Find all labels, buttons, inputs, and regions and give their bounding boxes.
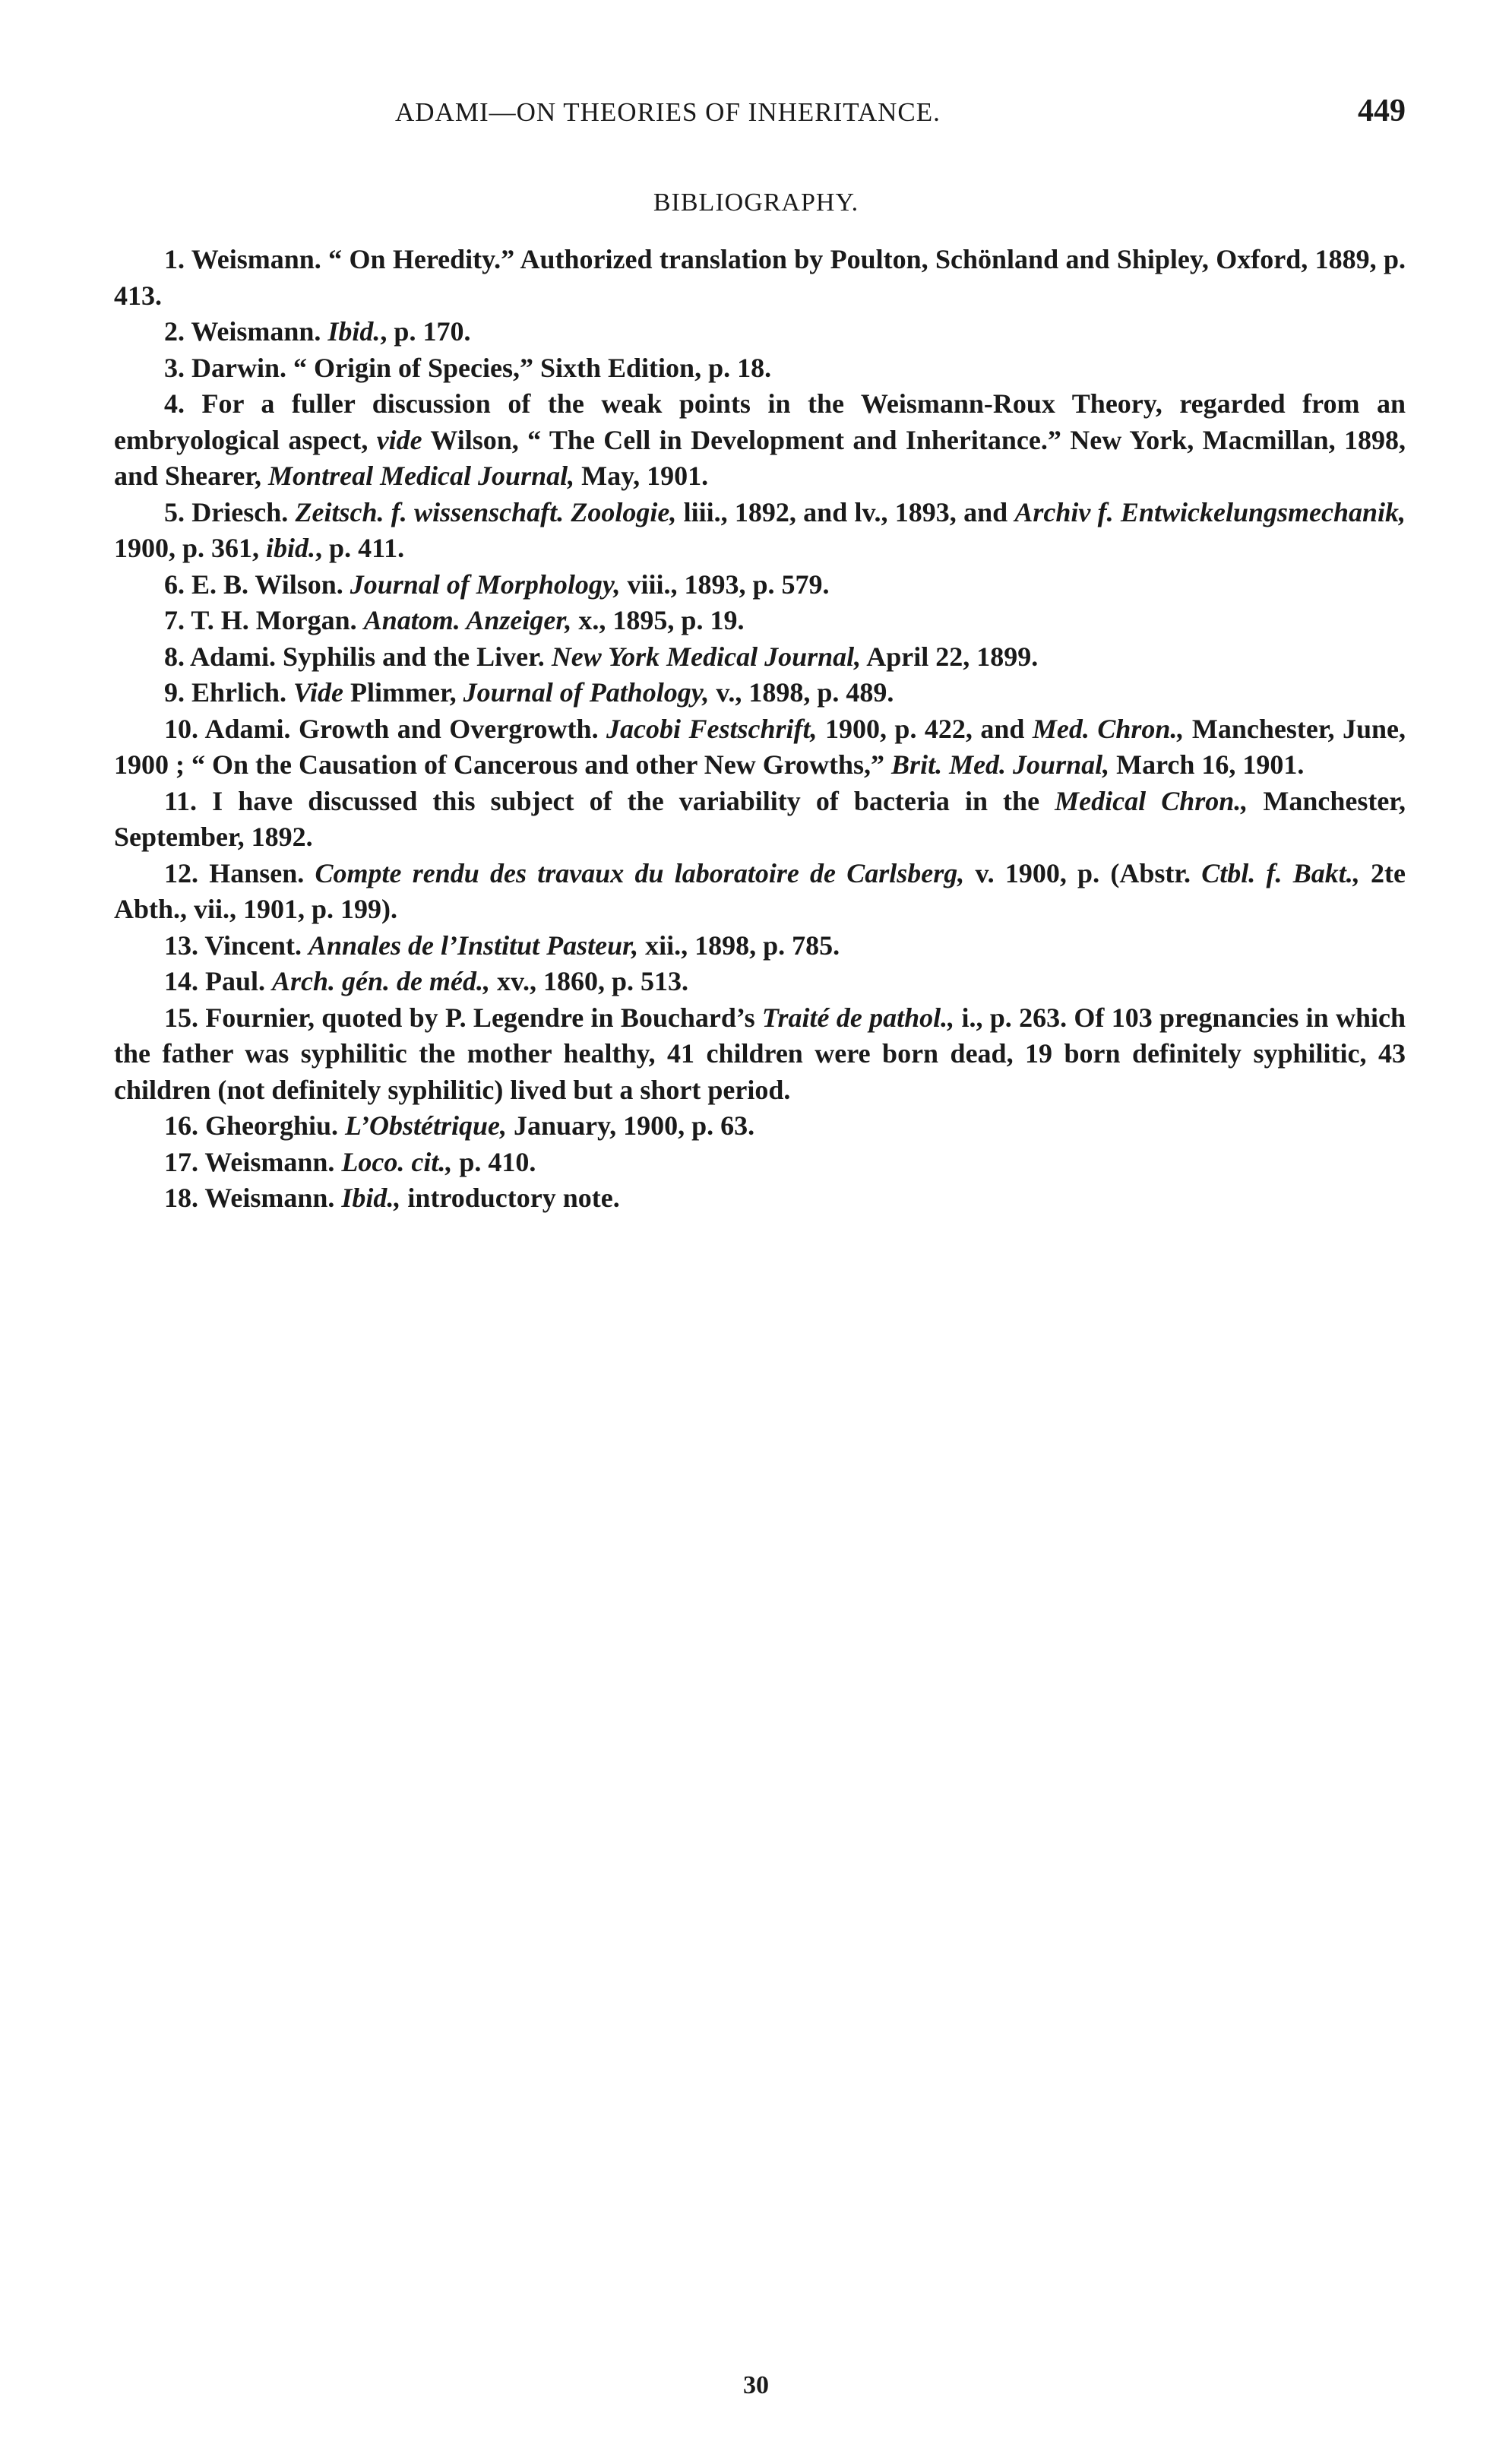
entry-number: 13. bbox=[164, 929, 205, 961]
entry-text: p. 410. bbox=[452, 1146, 536, 1177]
bibliography-entry bbox=[114, 350, 1406, 387]
entry-italic-title: L’Obstétrique, bbox=[345, 1110, 508, 1141]
entry-italic-title: Ctbl. f. Bakt., bbox=[1201, 857, 1360, 888]
entry-italic-title: Vide bbox=[293, 677, 344, 708]
entry-text: Weismann. “ On Heredity.” Authorized translation by Poulton, Schönland and Shipley, Oxford, 1889, p. 413. bbox=[114, 244, 1406, 311]
entry-text: x., 1895, p. 19. bbox=[571, 605, 745, 635]
entry-number: 3. bbox=[164, 352, 191, 383]
entry-text: E. B. Wilson. bbox=[191, 568, 350, 600]
entry-text: Weismann. bbox=[204, 1146, 342, 1177]
entry-number: 16. bbox=[164, 1110, 205, 1141]
entry-italic-title: Arch. gén. de méd., bbox=[272, 966, 490, 996]
entry-number: 17. bbox=[164, 1146, 205, 1177]
entry-italic-title: Med. Chron., bbox=[1032, 713, 1185, 744]
page-number: 449 bbox=[1358, 93, 1406, 128]
entry-italic-title: Brit. Med. Journal, bbox=[891, 749, 1110, 780]
entry-text: Paul. bbox=[205, 966, 273, 996]
entry-text: xii., 1898, p. 785. bbox=[638, 929, 840, 961]
entry-text: T. H. Morgan. bbox=[191, 605, 364, 635]
entry-italic-title: Anatom. Anzeiger, bbox=[363, 605, 572, 635]
bibliography-entry bbox=[114, 675, 1406, 711]
entry-text: i., p. 263. Of 103 pregnancies in which the father was syphilitic the mother healthy, 41 children were born dead, 19 born definitely syphilitic, 43 children (not definitely syphilitic) lived but a short period. bbox=[114, 1002, 1406, 1105]
entry-italic-title: Journal of Pathology, bbox=[463, 677, 710, 708]
entry-text: May, 1901. bbox=[574, 461, 709, 491]
bibliography-entry bbox=[114, 314, 1406, 350]
entry-italic-title: Zeitsch. f. wissenschaft. Zoologie, bbox=[295, 496, 677, 527]
bibliography-list bbox=[114, 242, 1406, 1217]
entry-italic-title: Medical Chron., bbox=[1055, 785, 1248, 816]
entry-text: Plimmer, bbox=[343, 677, 463, 708]
entry-italic-title: vide bbox=[376, 424, 422, 455]
bibliography-entry bbox=[114, 639, 1406, 676]
entry-text: January, 1900, p. 63. bbox=[507, 1110, 755, 1141]
entry-text: Darwin. “ Origin of Species,” Sixth Edition, p. 18. bbox=[191, 352, 772, 383]
entry-text: Adami. Growth and Overgrowth. bbox=[204, 713, 607, 744]
entry-text: xv., 1860, p. 513. bbox=[490, 966, 689, 996]
running-head bbox=[114, 93, 1406, 143]
entry-italic-title: ibid. bbox=[266, 533, 316, 563]
bibliography-entry bbox=[114, 928, 1406, 964]
entry-italic-title: Jacobi Festschrift, bbox=[606, 713, 818, 744]
entry-text: Manchester, September, 1892. bbox=[114, 785, 1406, 852]
bibliography-entry bbox=[114, 711, 1406, 784]
section-title: BIBLIOGRAPHY. bbox=[653, 188, 859, 217]
bibliography-entry bbox=[114, 603, 1406, 639]
entry-text: introductory note. bbox=[400, 1183, 620, 1213]
entry-number: 1. bbox=[164, 244, 191, 274]
bibliography-entry bbox=[114, 1000, 1406, 1109]
entry-text: liii., 1892, and lv., 1893, and bbox=[676, 496, 1015, 527]
entry-number: 14. bbox=[164, 966, 205, 996]
bibliography-entry bbox=[114, 495, 1406, 567]
bibliography-entry bbox=[114, 386, 1406, 495]
entry-text: , p. 411. bbox=[315, 533, 405, 563]
entry-text: I have discussed this subject of the variability of bacteria in the bbox=[212, 785, 1055, 816]
entry-text: March 16, 1901. bbox=[1109, 749, 1305, 780]
entry-number: 4. bbox=[164, 388, 202, 419]
bibliography-entry bbox=[114, 1180, 1406, 1217]
bibliography-entry bbox=[114, 1145, 1406, 1181]
entry-number: 18. bbox=[164, 1183, 205, 1213]
entry-number: 5. bbox=[164, 496, 192, 527]
bibliography-entry bbox=[114, 242, 1406, 314]
entry-text: Weismann. bbox=[204, 1183, 342, 1213]
entry-text: Vincent. bbox=[204, 929, 309, 961]
entry-text: Fournier, quoted by P. Legendre in Bouchard’s bbox=[205, 1002, 762, 1033]
entry-text: v., 1898, p. 489. bbox=[709, 677, 894, 708]
entry-text: Adami. Syphilis and the Liver. bbox=[190, 641, 552, 672]
entry-text: Ehrlich. bbox=[191, 677, 294, 708]
entry-italic-title: Montreal Medical Journal, bbox=[268, 461, 575, 491]
bibliography-entry bbox=[114, 784, 1406, 856]
signature-mark: 30 bbox=[743, 2371, 769, 2399]
entry-text: , p. 170. bbox=[380, 316, 471, 347]
entry-text: 2te Abth., vii., 1901, p. 199). bbox=[114, 857, 1406, 924]
entry-italic-title: Ibid., bbox=[341, 1183, 401, 1213]
entry-italic-title: Annales de l’Institut Pasteur, bbox=[308, 929, 639, 961]
entry-text: Wilson, “ The Cell in Development and Inheritance.” New York, Macmillan, 1898, and Shearer, bbox=[114, 424, 1406, 491]
entry-text: viii., 1893, p. 579. bbox=[620, 568, 830, 600]
entry-text: v. 1900, p. (Abstr. bbox=[964, 857, 1202, 888]
bibliography-entry bbox=[114, 1108, 1406, 1145]
entry-number: 8. bbox=[164, 641, 191, 672]
entry-italic-title: Loco. cit., bbox=[341, 1146, 453, 1177]
bibliography-entry bbox=[114, 567, 1406, 603]
entry-italic-title: New York Medical Journal, bbox=[551, 641, 862, 672]
entry-text: Gheorghiu. bbox=[205, 1110, 346, 1141]
entry-text: Driesch. bbox=[191, 496, 296, 527]
entry-italic-title: Compte rendu des travaux du laboratoire de Carlsberg, bbox=[315, 857, 965, 888]
entry-number: 9. bbox=[164, 677, 191, 708]
bibliography-entry bbox=[114, 964, 1406, 1000]
entry-text: April 22, 1899. bbox=[861, 641, 1039, 672]
entry-text: 1900, p. 422, and bbox=[817, 713, 1033, 744]
entry-text: Hansen. bbox=[209, 857, 315, 888]
entry-number: 15. bbox=[164, 1002, 206, 1033]
entry-text: For a fuller discussion of the weak points in the Weismann-Roux Theory, regarded from an embryological aspect, bbox=[114, 388, 1406, 455]
entry-number: 7. bbox=[164, 605, 191, 635]
entry-italic-title: Ibid. bbox=[327, 316, 381, 347]
entry-text: 1900, p. 361, bbox=[114, 533, 267, 563]
entry-italic-title: Traité de pathol., bbox=[761, 1002, 955, 1033]
entry-number: 12. bbox=[164, 857, 210, 888]
entry-number: 6. bbox=[164, 568, 191, 600]
entry-number: 11. bbox=[164, 785, 213, 816]
bibliography-entry bbox=[114, 856, 1406, 928]
entry-italic-title: Archiv f. Entwickelungsmechanik, bbox=[1014, 496, 1406, 527]
entry-number: 2. bbox=[164, 316, 191, 347]
entry-italic-title: Journal of Morphology, bbox=[350, 568, 621, 600]
running-title: ADAMI—ON THEORIES OF INHERITANCE. bbox=[395, 97, 941, 127]
entry-text: Manchester, June, 1900 ; “ On the Causation of Cancerous and other New Growths,” bbox=[114, 713, 1406, 780]
entry-number: 10. bbox=[164, 713, 205, 744]
entry-text: Weismann. bbox=[191, 316, 328, 347]
